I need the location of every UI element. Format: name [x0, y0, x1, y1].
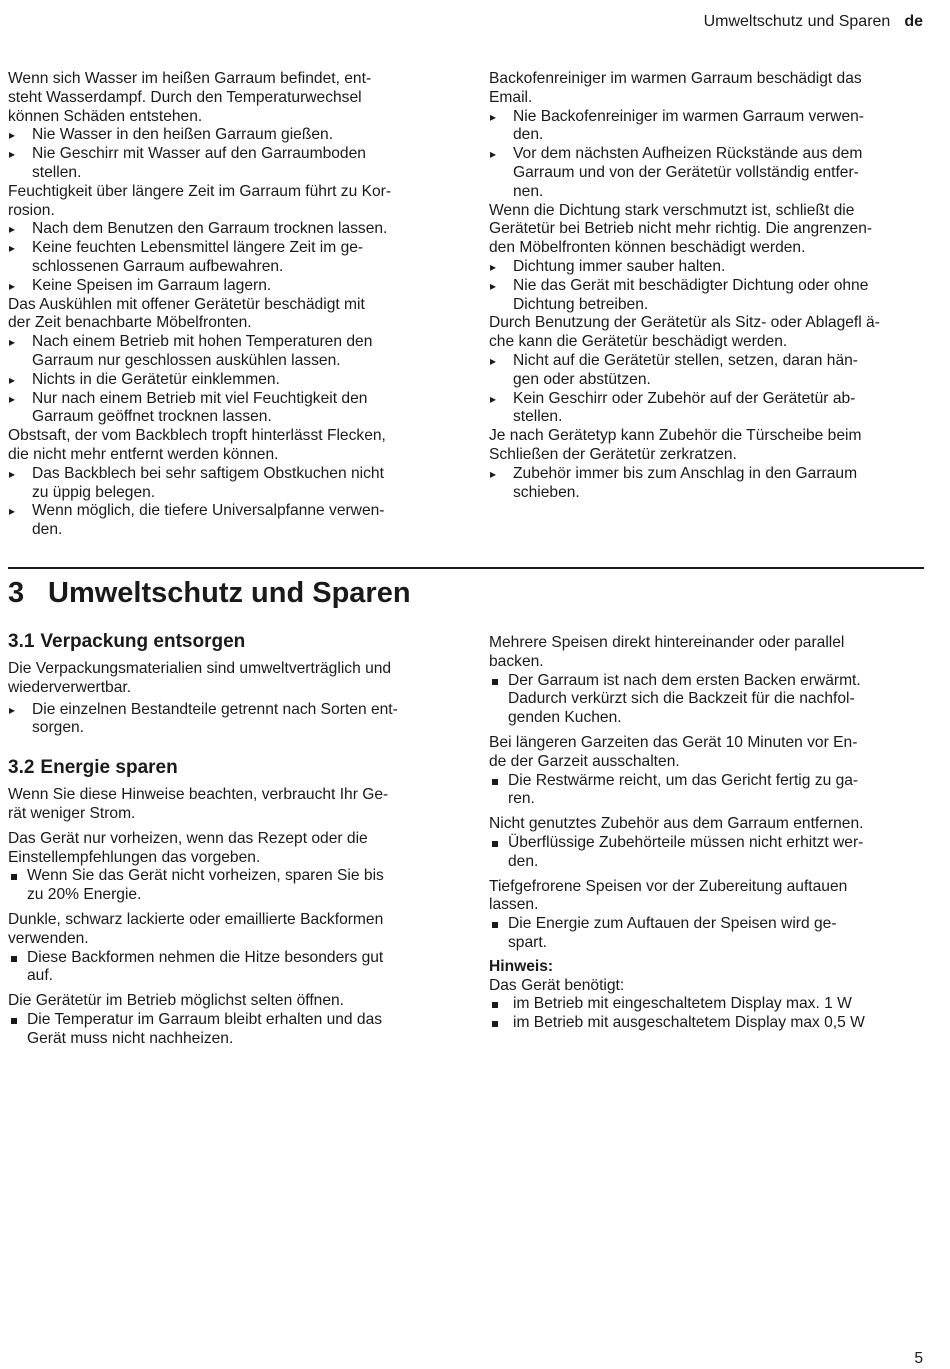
list-item: Diese Backformen nehmen die Hitze besonders gut auf. [8, 949, 458, 987]
hint-intro: Das Gerät benötigt: [489, 976, 625, 994]
page-number: 5 [914, 1350, 923, 1367]
paragraph: Nicht genutztes Zubehör aus dem Garraum entfernen. [489, 815, 864, 833]
list-item: ▸ Nie Backofenreiniger im warmen Garraum verwen- den. [489, 108, 929, 146]
section-3-1-intro: Die Verpackungsmaterialien sind umweltverträglich und wiederverwertbar. [8, 660, 392, 696]
hint-title: Hinweis: [489, 957, 554, 975]
running-header-title: Umweltschutz und Sparen [703, 13, 891, 30]
list-item: ▸ Kein Geschirr oder Zubehör auf der Gerätetür ab- stellen. [489, 390, 929, 428]
top-left-column [8, 70, 458, 540]
energy-tips-right [489, 634, 929, 953]
list-item: ▸ Nach dem Benutzen den Garraum trocknen lassen. [8, 220, 458, 239]
paragraph: Tiefgefrorene Speisen vor der Zubereitung auftauen lassen. [489, 877, 848, 914]
list-item: ▸ Nur nach einem Betrieb mit viel Feuchtigkeit den Garraum geöffnet trocknen lassen. [8, 390, 458, 428]
section-3-2-number: 3.2 [8, 757, 35, 779]
paragraph: Das Gerät nur vorheizen, wenn das Rezept oder die Einstellempfehlungen das vorgeben. [8, 829, 368, 866]
paragraph: Das Auskühlen mit offener Gerätetür beschädigt mit der Zeit benachbarte Möbelfronten. [8, 295, 365, 332]
chapter-number: 3 [8, 577, 25, 609]
section-3-1-number: 3.1 [8, 631, 35, 652]
bottom-right-column [489, 634, 929, 1033]
paragraph: Durch Benutzung der Gerätetür als Sitz- oder Ablagefl ä- che kann die Gerätetür beschädigt werden. [489, 314, 880, 351]
section-3-1-bullet: ▸ Die einzelnen Bestandteile getrennt nach Sorten ent- sorgen. [8, 701, 458, 739]
chapter-title: Umweltschutz und Sparen [48, 577, 411, 609]
section-3-2-intro: Wenn Sie diese Hinweise beachten, verbraucht Ihr Ge- rät weniger Strom. [8, 786, 389, 822]
list-item: Die Energie zum Auftauen der Speisen wird ge- spart. [489, 915, 929, 953]
energy-tips-left [8, 830, 458, 1049]
list-item: ▸ Zubehör immer bis zum Anschlag in den Garraum schieben. [489, 465, 929, 503]
section-3-1-heading [8, 630, 458, 654]
list-item: ▸ Nie Geschirr mit Wasser auf den Garraumboden stellen. [8, 145, 458, 183]
list-item: Die Temperatur im Garraum bleibt erhalten und das Gerät muss nicht nachheizen. [8, 1011, 458, 1049]
list-item: ▸ Dichtung immer sauber halten. [489, 258, 929, 277]
chapter-heading [8, 567, 924, 611]
list-item: ▸ Nach einem Betrieb mit hohen Temperaturen den Garraum nur geschlossen auskühlen lassen. [8, 333, 458, 371]
section-3-1-title: Verpackung entsorgen [40, 631, 246, 652]
paragraph: Wenn sich Wasser im heißen Garraum befindet, ent- steht Wasserdampf. Durch den Temperaturwechsel können Schäden entstehen. [8, 70, 372, 125]
paragraph: Feuchtigkeit über längere Zeit im Garraum führt zu Kor- rosion. [8, 182, 392, 219]
list-item: ▸ Nie Wasser in den heißen Garraum gießen. [8, 126, 458, 145]
hint-item: im Betrieb mit ausgeschaltetem Display max 0,5 W [489, 1014, 929, 1033]
paragraph: Bei längeren Garzeiten das Gerät 10 Minuten vor En- de der Garzeit ausschalten. [489, 733, 858, 770]
paragraph: Mehrere Speisen direkt hintereinander oder parallel backen. [489, 634, 845, 670]
list-item: ▸ Keine Speisen im Garraum lagern. [8, 277, 458, 296]
hint-item: im Betrieb mit eingeschaltetem Display max. 1 W [489, 995, 929, 1014]
paragraph: Backofenreiniger im warmen Garraum beschädigt das Email. [489, 70, 862, 106]
running-header [704, 12, 923, 32]
paragraph: Obstsaft, der vom Backblech tropft hinterlässt Flecken, die nicht mehr entfernt werden können. [8, 427, 386, 463]
bottom-left-column [8, 630, 458, 1049]
list-item: ▸ Das Backblech bei sehr saftigem Obstkuchen nicht zu üppig belegen. [8, 465, 458, 503]
list-item: ▸ Nichts in die Gerätetür einklemmen. [8, 371, 458, 390]
top-right-column [489, 70, 929, 502]
paragraph: Die Gerätetür im Betrieb möglichst selten öffnen. [8, 992, 345, 1010]
list-item: Wenn Sie das Gerät nicht vorheizen, sparen Sie bis zu 20% Energie. [8, 867, 458, 905]
hint-box [489, 958, 929, 1033]
paragraph: Je nach Gerätetyp kann Zubehör die Türscheibe beim Schließen der Gerätetür zerkratzen. [489, 427, 862, 463]
list-item: ▸ Nicht auf die Gerätetür stellen, setzen, daran hän- gen oder abstützen. [489, 352, 929, 390]
list-item: ▸ Nie das Gerät mit beschädigter Dichtung oder ohne Dichtung betreiben. [489, 277, 929, 315]
section-3-2-title: Energie sparen [40, 757, 178, 779]
paragraph: Wenn die Dichtung stark verschmutzt ist, schließt die Gerätetür bei Betrieb nicht mehr richtig. Die angrenzen- den Möbelfronten können beschädigt werden. [489, 201, 873, 257]
list-item: Der Garraum ist nach dem ersten Backen erwärmt. Dadurch verkürzt sich die Backzeit für die nachfol- genden Kuchen. [489, 672, 929, 728]
list-item: Die Restwärme reicht, um das Gericht fertig zu ga- ren. [489, 772, 929, 810]
paragraph: Dunkle, schwarz lackierte oder emaillierte Backformen verwenden. [8, 910, 384, 947]
section-3-2-heading [8, 756, 458, 780]
list-item: ▸ Wenn möglich, die tiefere Universalpfanne verwen- den. [8, 502, 458, 540]
list-item: Überflüssige Zubehörteile müssen nicht erhitzt wer- den. [489, 834, 929, 872]
list-item: ▸ Vor dem nächsten Aufheizen Rückstände aus dem Garraum und von der Gerätetür vollständig entfer- nen. [489, 145, 929, 201]
list-item: ▸ Keine feuchten Lebensmittel längere Zeit im ge- schlossenen Garraum aufbewahren. [8, 239, 458, 277]
language-code: de [904, 13, 923, 30]
